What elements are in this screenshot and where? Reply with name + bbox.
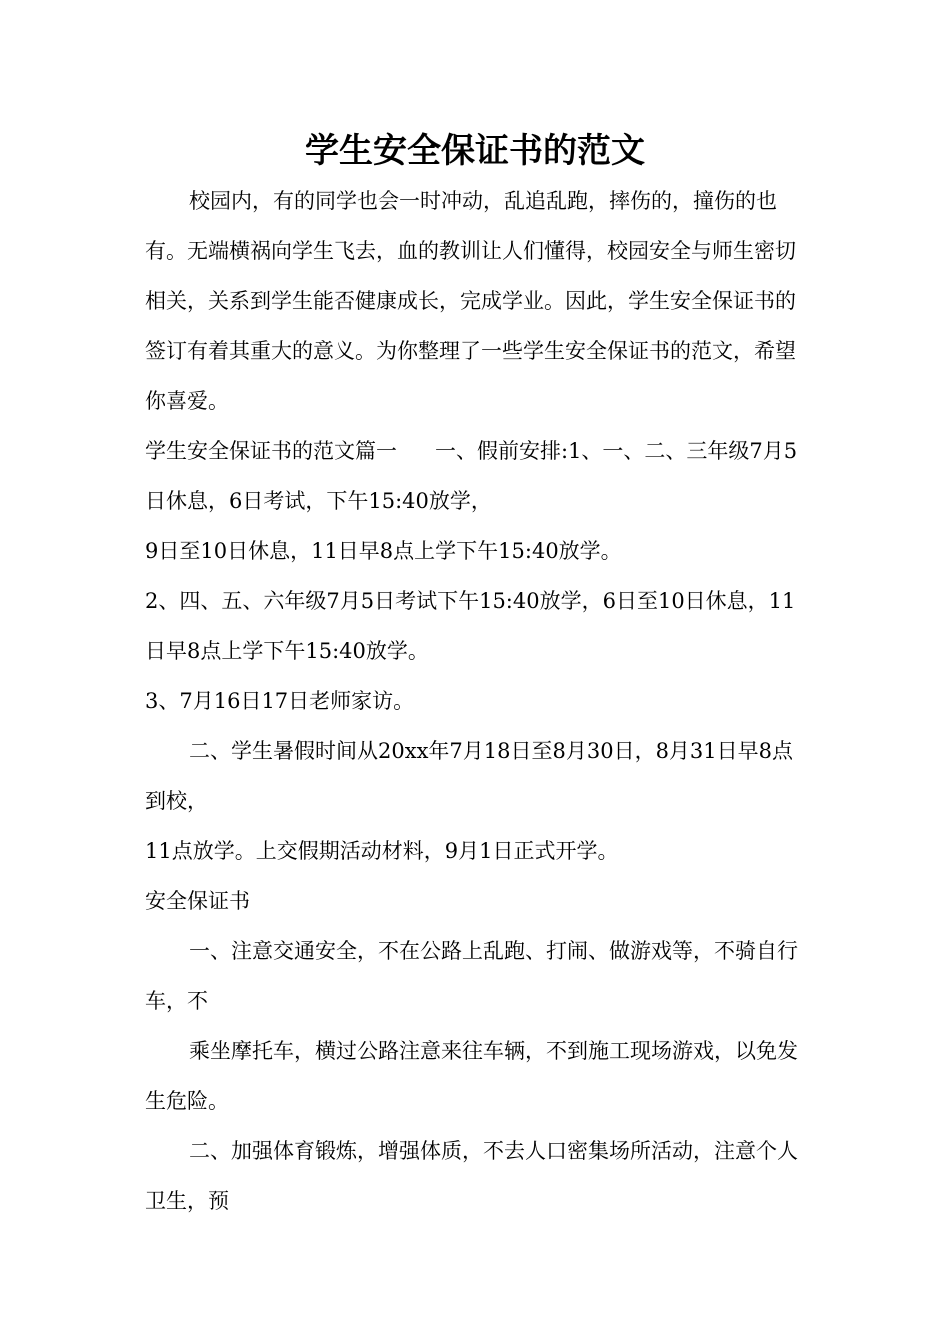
paragraph: 二、学生暑假时间从20xx年7月18日至8月30日，8月31日早8点到校， [145, 739, 794, 813]
paragraph: 11点放学。上交假期活动材料，9月1日正式开学。 [145, 839, 619, 863]
paragraph: 9日至10日休息，11日早8点上学下午15:40放学。 [145, 539, 622, 563]
section-first-line: 一、假前安排:1、一、二、三年级7月5日休息，6日考试，下午15:40放学， [145, 439, 798, 513]
intro-paragraph: 校园内，有的同学也会一时冲动，乱追乱跑，摔伤的，撞伤的也有。无端横祸向学生飞去，血的教训让人们懂得，校园安全与师生密切相关，关系到学生能否健康成长，完成学业。因此，学生安全保证书的签订有着其重大的意义。为你整理了一些学生安全保证书的范文，希望你喜爱。 [145, 189, 796, 413]
paragraph: 2、四、五、六年级7月5日考试下午15:40放学，6日至10日休息，11日早8点上学下午15:40放学。 [145, 589, 796, 663]
paragraph: 3、7月16日17日老师家访。 [145, 689, 415, 713]
paragraph: 安全保证书 [145, 889, 250, 913]
document-body [145, 176, 807, 1226]
section-heading: 学生安全保证书的范文篇一 [145, 439, 397, 463]
paragraph: 乘坐摩托车，横过公路注意来往车辆，不到施工现场游戏，以免发生危险。 [145, 1039, 798, 1113]
section-paragraph [145, 426, 807, 526]
paragraph: 二、加强体育锻炼，增强体质，不去人口密集场所活动，注意个人卫生，预 [145, 1139, 798, 1213]
document-title: 学生安全保证书的范文 [305, 131, 645, 171]
paragraph: 一、注意交通安全，不在公路上乱跑、打闹、做游戏等，不骑自行车，不 [145, 939, 798, 1013]
